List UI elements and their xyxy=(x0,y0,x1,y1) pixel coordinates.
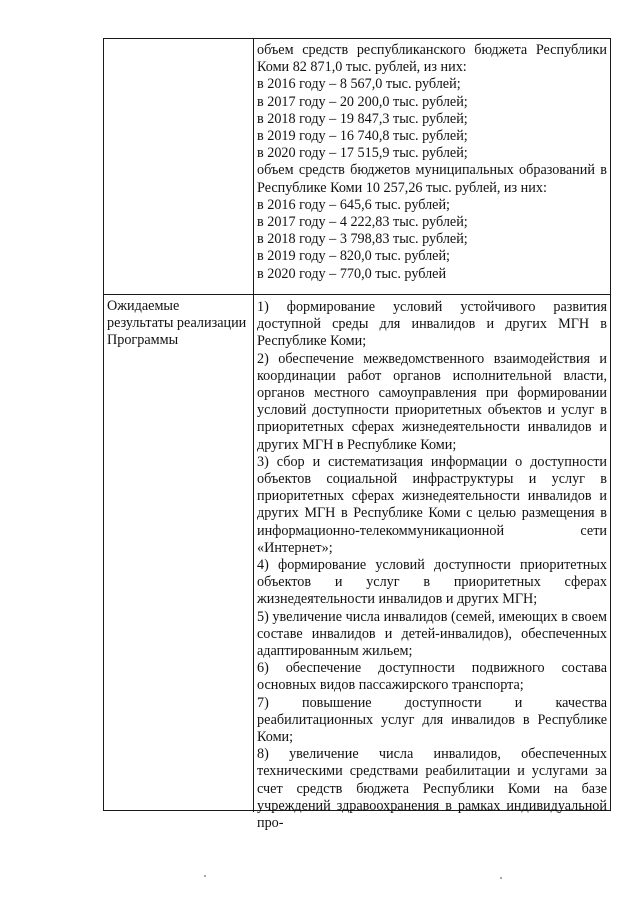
expected-results-label xyxy=(107,298,247,349)
result-item: 2) обеспечение межведомственного взаимодействия и координации работ органов исполнительной власти, органов местного самоуправления при формировании условий доступности приоритетных объектов и услуг в приоритетных сферах жизнедеятельности инвалидов и других МГН в Республике Коми; xyxy=(257,350,607,453)
expected-results-row xyxy=(104,295,610,832)
republican-budget-year: в 2016 году – 8 567,0 тыс. рублей; xyxy=(257,76,461,93)
program-passport-table xyxy=(103,38,611,832)
republican-budget-year: в 2018 году – 19 847,3 тыс. рублей; xyxy=(257,110,468,127)
result-item: 1) формирование условий устойчивого развития доступной среды для инвалидов и других МГН в Республике Коми; xyxy=(257,299,607,350)
funding-value-cell xyxy=(257,42,607,283)
scan-speck xyxy=(500,877,502,879)
column-divider xyxy=(253,295,254,812)
municipal-budget-year: в 2019 году – 820,0 тыс. рублей; xyxy=(257,248,450,265)
result-item: 3) сбор и систематизация информации о доступности объектов социальной инфраструктуры и услуг в приоритетных сферах жизнедеятельности инвалидов и других МГН в Республике Коми с целью размещения в информационно-телекоммуникационной сети «Интернет»; xyxy=(257,453,607,556)
municipal-budget-year: в 2020 году – 770,0 тыс. рублей xyxy=(257,265,447,282)
column-divider xyxy=(253,39,254,294)
municipal-budget-intro: объем средств бюджетов муниципальных образований в Республике Коми 10 257,26 тыс. рублей, из них: xyxy=(257,162,607,196)
municipal-budget-year: в 2017 году – 4 222,83 тыс. рублей; xyxy=(257,214,468,231)
municipal-budget-year: в 2018 году – 3 798,83 тыс. рублей; xyxy=(257,231,468,248)
republican-budget-year: в 2017 году – 20 200,0 тыс. рублей; xyxy=(257,93,468,110)
result-item: 7) повышение доступности и качества реабилитационных услуг для инвалидов в Республике Коми; xyxy=(257,694,607,746)
scan-speck xyxy=(204,875,206,877)
republican-budget-intro: объем средств республиканского бюджета Республики Коми 82 871,0 тыс. рублей, из них: xyxy=(257,42,607,76)
republican-budget-year: в 2019 году – 16 740,8 тыс. рублей; xyxy=(257,128,468,145)
municipal-budget-year: в 2016 году – 645,6 тыс. рублей; xyxy=(257,196,450,213)
republican-budget-year: в 2020 году – 17 515,9 тыс. рублей; xyxy=(257,145,468,162)
expected-results-list xyxy=(257,299,607,832)
result-item: 8) увеличение числа инвалидов, обеспеченных техническими средствами реабилитации и услугами за счет средств бюджета Республики Коми на базе учреждений здравоохранения в рамках индивидуальной про- xyxy=(257,746,607,832)
result-item: 5) увеличение числа инвалидов (семей, имеющих в своем составе инвалидов и детей-инвалидов), обеспеченных адаптированным жильем; xyxy=(257,608,607,660)
funding-row xyxy=(104,39,610,295)
result-item: 4) формирование условий доступности приоритетных объектов и услуг в приоритетных сферах жизнедеятельности инвалидов и других МГН; xyxy=(257,557,607,608)
result-item: 6) обеспечение доступности подвижного состава основных видов пассажирского транспорта; xyxy=(257,660,607,694)
expected-results-label-text: Ожидаемые результаты реализации Программы xyxy=(107,298,247,348)
